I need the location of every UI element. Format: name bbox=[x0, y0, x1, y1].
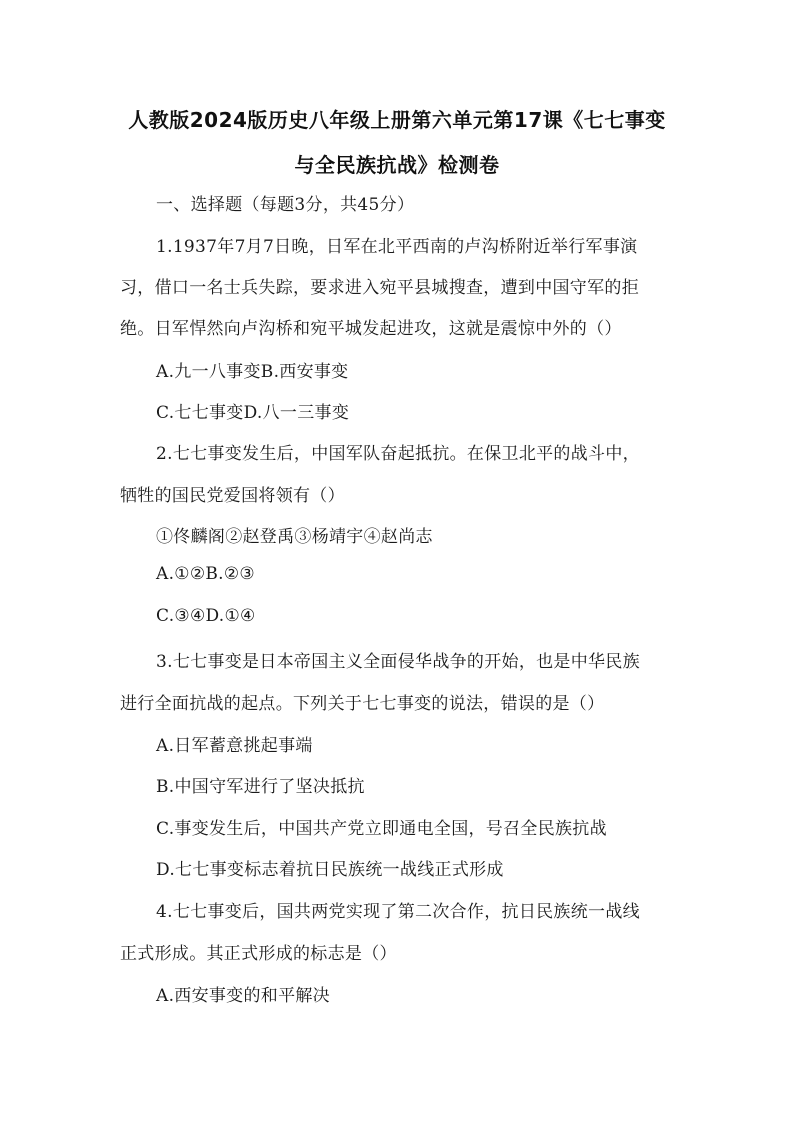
question-2-stem-line-2: 牺牲的国民党爱国将领有（） bbox=[120, 486, 345, 506]
question-4-option-a: A.西安事变的和平解决 bbox=[156, 986, 330, 1006]
document-title-line-1: 人教版2024版历史八年级上册第六单元第17课《七七事变 bbox=[128, 108, 666, 132]
question-3-option-d: D.七七事变标志着抗日民族统一战线正式形成 bbox=[156, 860, 504, 880]
question-2-options-line-1: A.①②B.②③ bbox=[156, 564, 255, 584]
question-3-stem-line-2: 进行全面抗战的起点。下列关于七七事变的说法，错误的是（） bbox=[120, 694, 605, 714]
question-4-stem-line-2: 正式形成。其正式形成的标志是（） bbox=[120, 944, 397, 964]
question-2-choices-line: ①佟麟阁②赵登禹③杨靖宇④赵尚志 bbox=[156, 527, 433, 547]
question-3-option-b: B.中国守军进行了坚决抵抗 bbox=[156, 777, 365, 797]
question-2-options-line-2: C.③④D.①④ bbox=[156, 606, 256, 626]
question-2-stem-line-1: 2.七七事变发生后，中国军队奋起抵抗。在保卫北平的战斗中， bbox=[156, 444, 640, 464]
question-3-stem-line-1: 3.七七事变是日本帝国主义全面侵华战争的开始，也是中华民族 bbox=[156, 652, 640, 672]
question-3-option-c: C.事变发生后，中国共产党立即通电全国，号召全民族抗战 bbox=[156, 819, 607, 839]
question-1-options-line-2: C.七七事变D.八一三事变 bbox=[156, 403, 350, 423]
document-title-line-2: 与全民族抗战》检测卷 bbox=[294, 153, 500, 177]
section-heading: 一、选择题（每题3分，共45分） bbox=[156, 195, 415, 215]
question-3-option-a: A.日军蓄意挑起事端 bbox=[156, 736, 313, 756]
question-4-stem-line-1: 4.七七事变后，国共两党实现了第二次合作，抗日民族统一战线 bbox=[156, 902, 640, 922]
question-1-options-line-1: A.九一八事变B.西安事变 bbox=[156, 362, 349, 382]
question-1-stem-line-3: 绝。日军悍然向卢沟桥和宛平城发起进攻，这就是震惊中外的（） bbox=[120, 319, 622, 339]
question-1-stem-line-2: 习，借口一名士兵失踪，要求进入宛平县城搜查，遭到中国守军的拒 bbox=[120, 278, 639, 298]
question-1-stem-line-1: 1.1937年7月7日晚，日军在北平西南的卢沟桥附近举行军事演 bbox=[156, 237, 638, 257]
